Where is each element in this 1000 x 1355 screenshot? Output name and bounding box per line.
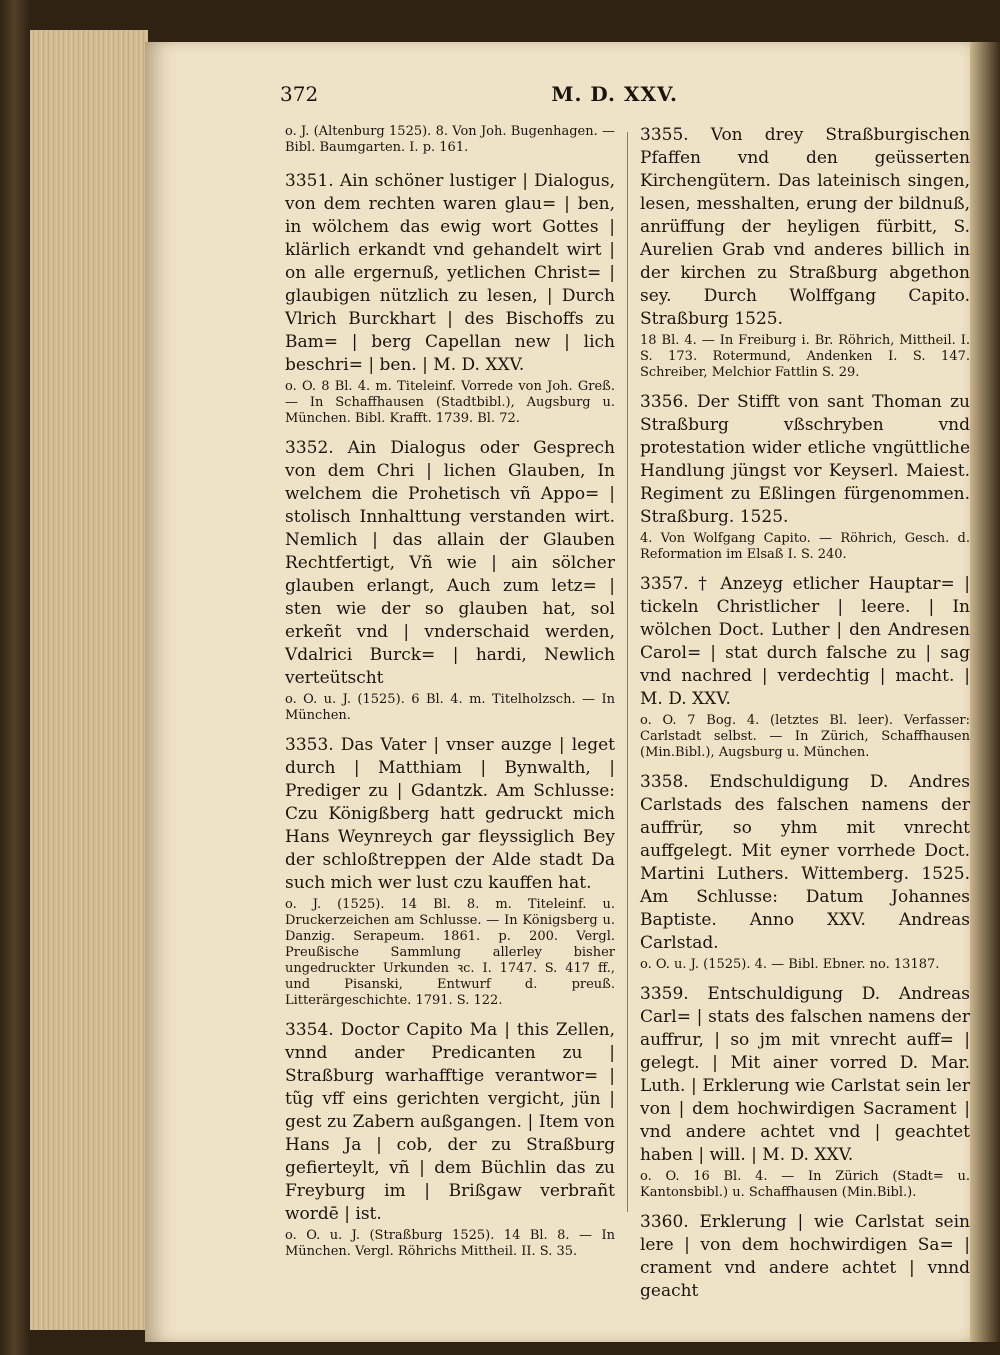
running-title: M. D. XXV. — [551, 82, 678, 106]
entry — [640, 573, 970, 761]
entry-title: 3357. † Anzeyg etlicher Hauptar= | tickeln Christlicher | leere. | In wölchen Doct. Luther | den Andresen Carol= | stat durch falsche zu | sag vnd nachred | verdechtig | macht. | M. D. XXV. — [640, 574, 970, 709]
running-header — [280, 82, 678, 116]
entry-title: 3359. Entschuldigung D. Andreas Carl= | stats des falschen namens der auffrur, | so jm mit vnrecht auff= | gelegt. | Mit ainer vorred D. Mar. Luth. | Erklerung wie Carlstat sein ler von | dem hochwirdigen Sacrament | vnd andere achtet vnd | geachtet haben | will. | M. D. XXV. — [640, 984, 970, 1165]
entry — [640, 391, 970, 563]
entry-note: o. O. u. J. (1525). 6 Bl. 4. m. Titelholzsch. — In München. — [285, 692, 615, 723]
entry — [640, 1211, 970, 1303]
entry-title: 3353. Das Vater | vnser auzge | leget durch | Matthiam | Bynwalth, | Prediger zu | Gdantzk. Am Schlusse: Czu Königßberg hatt gedruckt mich Hans Weynreych gar fleyssiglich Bey der schloßtreppen der Alde stadt Da such mich wer lust czu kauffen hat. — [285, 735, 615, 893]
entry-note: 4. Von Wolfgang Capito. — Röhrich, Gesch. d. Reformation im Elsaß I. S. 240. — [640, 531, 970, 562]
left-column — [285, 124, 615, 1270]
entry-note: o. O. 7 Bog. 4. (letztes Bl. leer). Verfasser: Carlstadt selbst. — In Zürich, Schaffhausen (Min.Bibl.), Augsburg u. München. — [640, 713, 970, 760]
entry-title: 3352. Ain Dialogus oder Gesprech von dem Chri | lichen Glauben, In welchem die Prohetisch vñ Appo= | stolisch Innhalttung verstanden wirt. Nemlich | das allain der Glauben Rechtfertigt, Vñ wie | ain sölcher glauben erlangt, Auch zum letz= | sten wie der so glauben hat, sol erkeñt vnd | vnderschaid werden, Vdalrici Burck= | hardi, Newlich verteütscht — [285, 438, 615, 688]
entry — [285, 734, 615, 1009]
entry — [640, 124, 970, 381]
entry-title: 3356. Der Stifft von sant Thoman zu Straßburg vßschryben vnd protestation wider etliche vngüttliche Handlung jüngst vor Keyserl. Maiest. Regiment zu Eßlingen fürgenommen. Straßburg. 1525. — [640, 392, 970, 527]
page-gutter — [970, 42, 1000, 1342]
entry-note: o. O. u. J. (Straßburg 1525). 14 Bl. 8. — In München. Vergl. Röhrichs Mittheil. II. S. 35. — [285, 1228, 615, 1259]
continuation-note: o. J. (Altenburg 1525). 8. Von Joh. Bugenhagen. — Bibl. Baumgarten. I. p. 161. — [285, 124, 615, 155]
column-divider — [627, 132, 628, 1212]
entry-title: 3355. Von drey Straßburgischen Pfaffen vnd den geüsserten Kirchengütern. Das lateinisch singen, lesen, messhalten, erung der bildnuß, anrüffung der heyligen fürbitt, S. Aurelien Grab vnd anderes billich in der kirchen zu Straßburg abgethon sey. Durch Wolffgang Capito. Straßburg 1525. — [640, 125, 970, 329]
entry-note: o. O. u. J. (1525). 4. — Bibl. Ebner. no. 13187. — [640, 957, 940, 972]
entry-title: 3358. Endschuldigung D. Andres Carlstads des falschen namens der auffrür, so yhm mit vnrecht auffgelegt. Mit eyner vorrhede Doct. Martini Luthers. Wittemberg. 1525. Am Schlusse: Datum Johannes Baptiste. Anno XXV. Andreas Carlstad. — [640, 772, 970, 953]
entry — [285, 437, 615, 724]
entry-note: o. O. 16 Bl. 4. — In Zürich (Stadt= u. Kantonsbibl.) u. Schaffhausen (Min.Bibl.). — [640, 1169, 970, 1200]
entry-title: 3354. Doctor Capito Ma | this Zellen, vnnd ander Predicanten zu | Straßburg warhafftige verantwor= | tũg vff eins gerichten vergicht, jün | gest zu Zabern außgangen. | Item von Hans Ja | cob, der zu Straßburg gefierteylt, vñ | dem Büchlin das zu Freyburg im | Brißgaw verbrañt wordē | ist. — [285, 1020, 615, 1224]
right-column — [640, 124, 970, 1313]
entry — [285, 170, 615, 427]
entry-title: 3351. Ain schöner lustiger | Dialogus, von dem rechten waren glau= | ben, in wölchem das ewig wort Gottes | klärlich erkandt vnd gehandelt wirt | on alle ergernuß, yetlichen Christ= | glaubigen nützlich zu lesen, | Durch Vlrich Burckhart | des Bischoffs zu Bam= | berg Capellan new | lich beschri= | ben. | M. D. XXV. — [285, 171, 615, 375]
entry-note: o. O. 8 Bl. 4. m. Titeleinf. Vorrede von Joh. Greß. — In Schaffhausen (Stadtbibl.), Augsburg u. München. Bibl. Krafft. 1739. Bl. 72. — [285, 379, 615, 426]
page-number: 372 — [280, 82, 319, 106]
entry — [640, 983, 970, 1201]
entry — [640, 771, 970, 973]
entry-note: o. J. (1525). 14 Bl. 8. m. Titeleinf. u. Druckerzeichen am Schlusse. — In Königsberg u. Danzig. Serapeum. 1861. p. 200. Vergl. Preußische Sammlung allerley bisher ungedruckter Urkunden ꝛc. I. 1747. S. 417 ff., und Pisanski, Entwurf d. preuß. Litterärgeschichte. 1791. S. 122. — [285, 897, 615, 1008]
entry-title: 3360. Erklerung | wie Carlstat sein lere | von dem hochwirdigen Sa= | crament vnd andere achtet | vnnd geacht — [640, 1212, 970, 1301]
entry — [285, 1019, 615, 1260]
entry-note: 18 Bl. 4. — In Freiburg i. Br. Röhrich, Mittheil. I. S. 173. Rotermund, Andenken I. S. 147. Schreiber, Melchior Fattlin S. 29. — [640, 333, 970, 380]
page-edges — [30, 30, 148, 1330]
